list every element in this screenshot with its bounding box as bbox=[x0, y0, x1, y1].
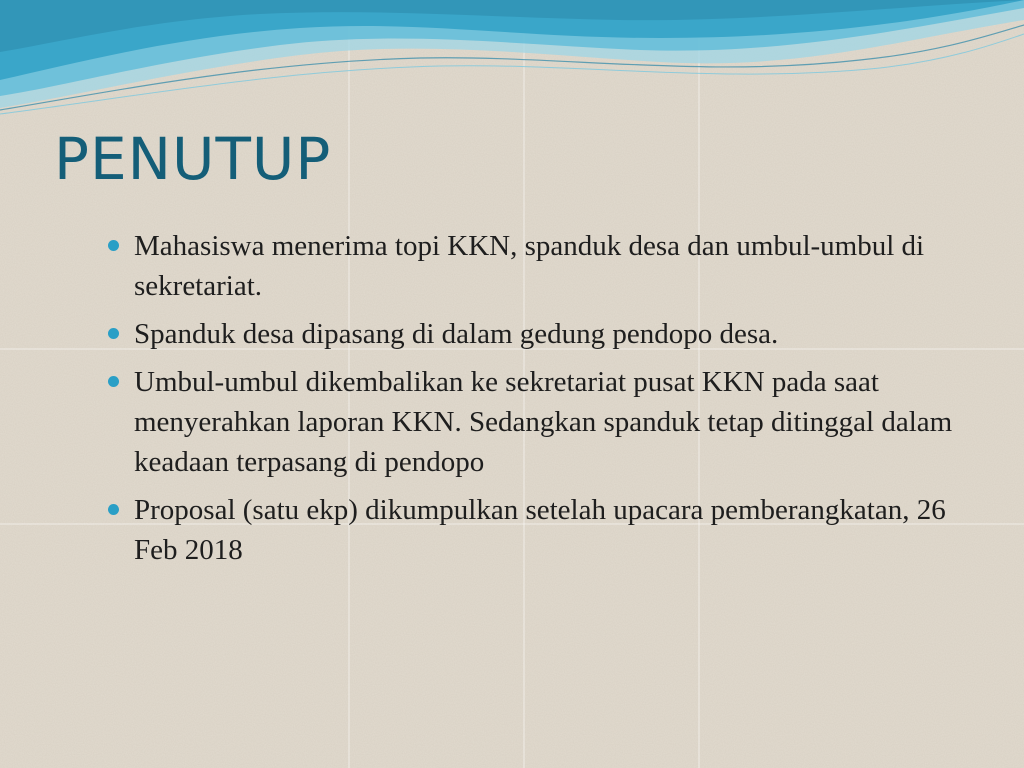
bullet-text: Proposal (satu ekp) dikumpulkan setelah upacara pemberangkatan, 26 Feb 2018 bbox=[134, 494, 946, 566]
bullet-item bbox=[104, 314, 964, 354]
bullet-list bbox=[104, 226, 964, 578]
header-wave-decoration bbox=[0, 0, 1024, 120]
bullet-dot-icon bbox=[108, 240, 119, 251]
bullet-dot-icon bbox=[108, 504, 119, 515]
bullet-text: Mahasiswa menerima topi KKN, spanduk desa dan umbul-umbul di sekretariat. bbox=[134, 230, 925, 302]
slide-title: PENUTUP bbox=[54, 125, 332, 193]
bullet-text: Spanduk desa dipasang di dalam gedung pendopo desa. bbox=[134, 318, 779, 350]
bullet-item bbox=[104, 226, 964, 306]
bullet-text: Umbul-umbul dikembalikan ke sekretariat pusat KKN pada saat menyerahkan laporan KKN. Sedangkan spanduk tetap ditinggal dalam keadaan terpasang di pendopo bbox=[134, 366, 953, 478]
bullet-dot-icon bbox=[108, 328, 119, 339]
bullet-item bbox=[104, 490, 964, 570]
bullet-item bbox=[104, 362, 964, 482]
bullet-dot-icon bbox=[108, 376, 119, 387]
